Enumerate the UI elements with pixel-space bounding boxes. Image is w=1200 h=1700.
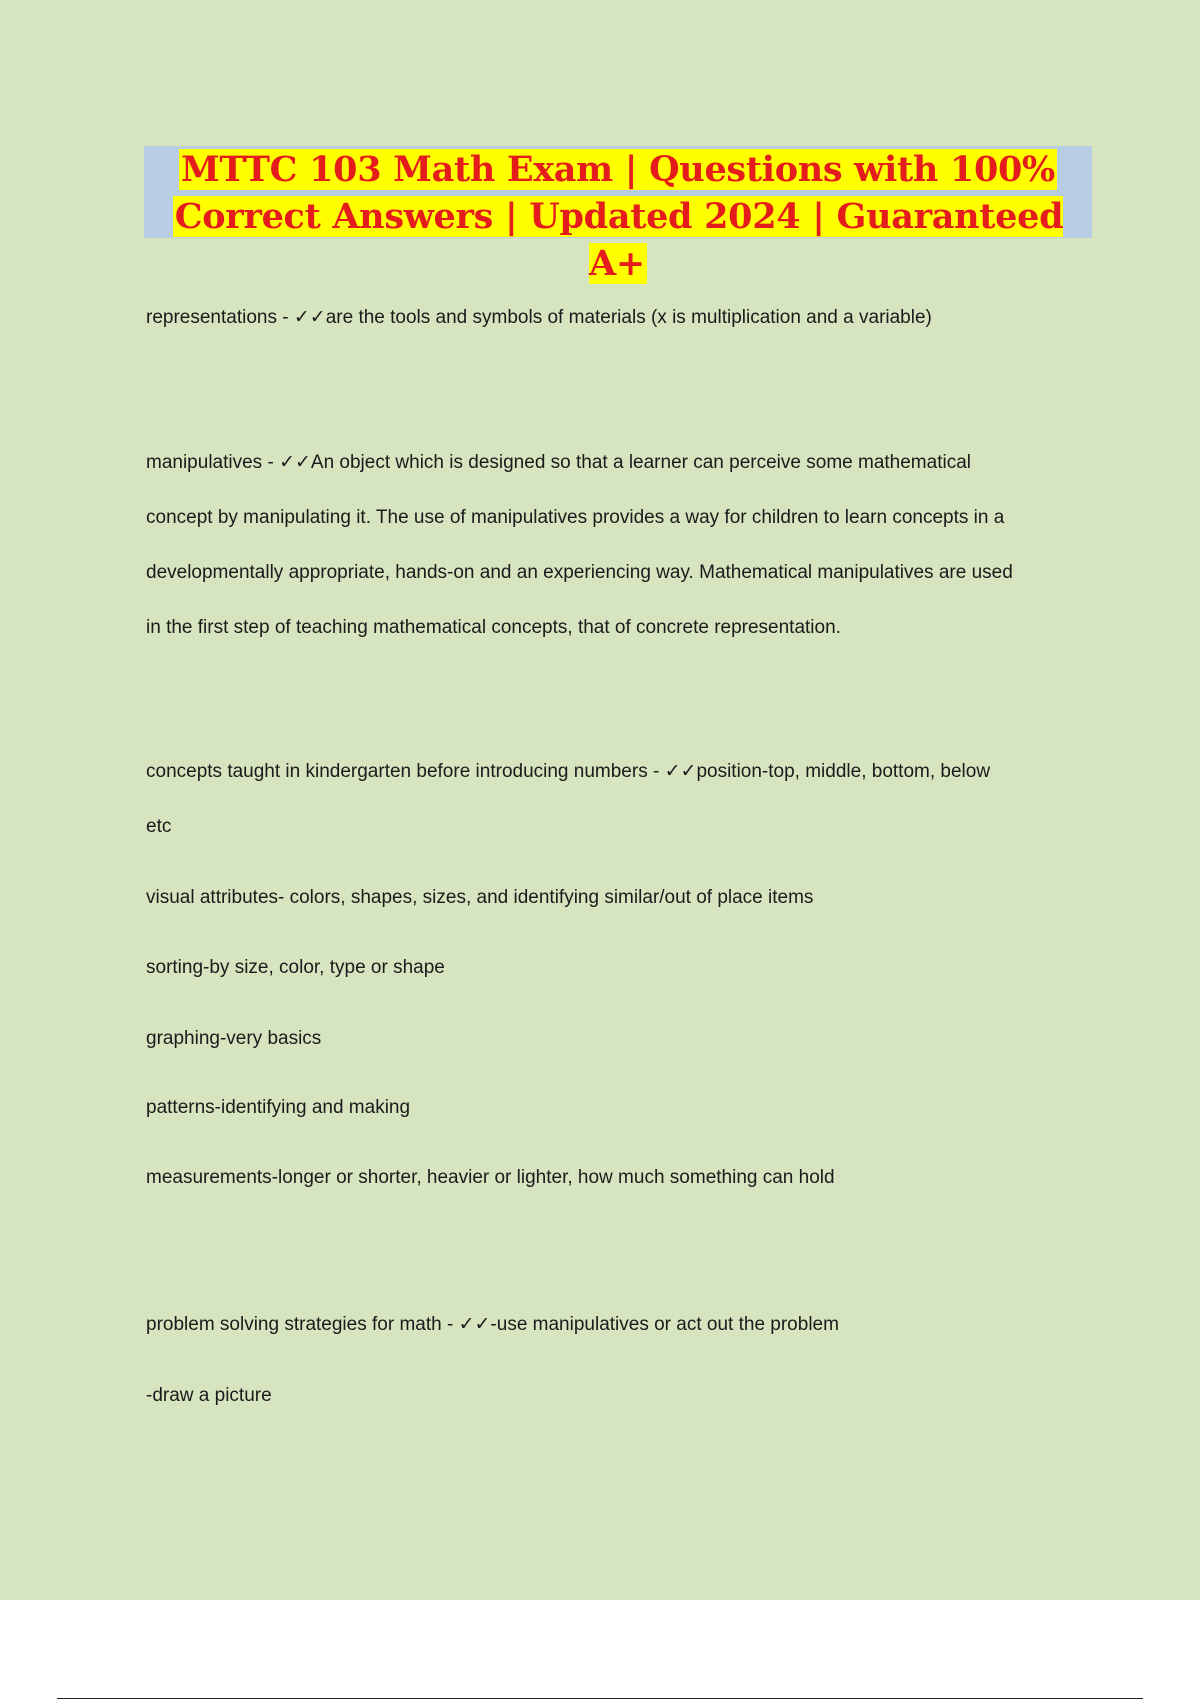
entry-answer: are the tools and symbols of materials (x is multiplication and a variable) — [325, 307, 932, 328]
entry-answer-line: An object which is designed so that a learner can perceive some mathematical — [310, 452, 971, 473]
entry-problem-solving — [146, 1296, 1086, 1353]
entry-term: concepts taught in kindergarten before introducing numbers - — [146, 761, 665, 782]
entry-representations — [146, 289, 1086, 346]
list-item: graphing-very basics — [146, 1028, 322, 1049]
entry-term: representations - — [146, 307, 294, 328]
entry-term: manipulatives - — [146, 452, 280, 473]
double-check-icon: ✓✓ — [664, 760, 697, 782]
list-item: measurements-longer or shorter, heavier or lighter, how much something can hold — [146, 1167, 835, 1188]
entry-answer-line: -draw a picture — [146, 1385, 272, 1406]
entry-term: problem solving strategies for math - — [146, 1314, 459, 1335]
double-check-icon: ✓✓ — [458, 1313, 491, 1335]
entry-answer-line: concept by manipulating it. The use of manipulatives provides a way for children to learn concepts in a — [146, 507, 1005, 528]
double-check-icon: ✓✓ — [279, 451, 311, 473]
entry-manipulatives — [146, 434, 1086, 491]
entry-answer-line: etc — [146, 816, 172, 837]
double-check-icon: ✓✓ — [293, 306, 326, 328]
footer-rule — [57, 1698, 1143, 1699]
entry-answer-line: -use manipulatives or act out the problem — [490, 1314, 839, 1335]
entry-answer-line: in the first step of teaching mathematical concepts, that of concrete representation. — [146, 617, 841, 638]
list-item: sorting-by size, color, type or shape — [146, 957, 445, 978]
list-item: patterns-identifying and making — [146, 1097, 411, 1118]
entry-answer-line: position-top, middle, bottom, below — [696, 761, 991, 782]
title-line-2: Correct Answers | Updated 2024 | Guaranteed A+ — [174, 196, 1064, 284]
list-item: visual attributes- colors, shapes, sizes, and identifying similar/out of place items — [146, 887, 814, 908]
entry-answer-line: developmentally appropriate, hands-on and an experiencing way. Mathematical manipulatives are used — [146, 562, 1013, 583]
entry-kindergarten-concepts — [146, 743, 1086, 800]
document-title — [144, 146, 1092, 287]
title-line-1: MTTC 103 Math Exam | Questions with 100% — [180, 149, 1056, 190]
